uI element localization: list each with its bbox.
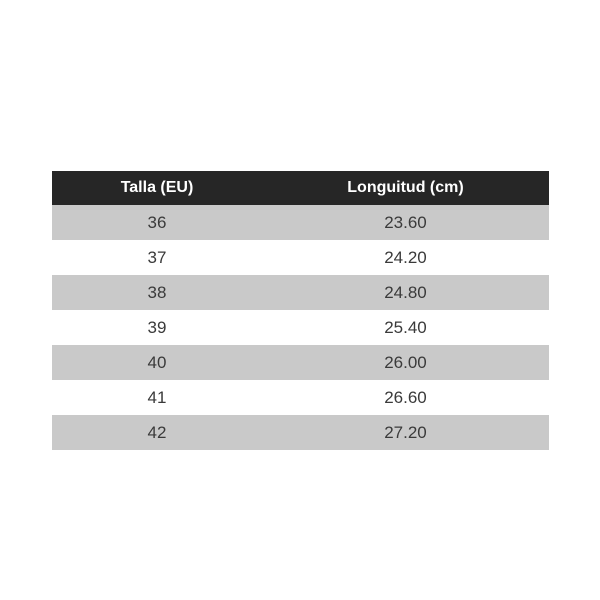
table-row [52, 205, 549, 240]
cell-size: 41 [52, 380, 262, 415]
size-chart-table [52, 171, 549, 450]
cell-length: 27.20 [262, 415, 549, 450]
cell-length: 24.80 [262, 275, 549, 310]
cell-length: 23.60 [262, 205, 549, 240]
cell-size: 38 [52, 275, 262, 310]
cell-length: 24.20 [262, 240, 549, 275]
cell-length: 25.40 [262, 310, 549, 345]
table-header-row [52, 171, 549, 205]
table-row [52, 275, 549, 310]
cell-size: 36 [52, 205, 262, 240]
header-length: Longuitud (cm) [262, 171, 549, 205]
cell-length: 26.00 [262, 345, 549, 380]
table-row [52, 415, 549, 450]
table-row [52, 240, 549, 275]
header-size: Talla (EU) [52, 171, 262, 205]
table-row [52, 380, 549, 415]
cell-size: 39 [52, 310, 262, 345]
table-row [52, 345, 549, 380]
cell-size: 42 [52, 415, 262, 450]
cell-size: 40 [52, 345, 262, 380]
cell-size: 37 [52, 240, 262, 275]
table-row [52, 310, 549, 345]
cell-length: 26.60 [262, 380, 549, 415]
